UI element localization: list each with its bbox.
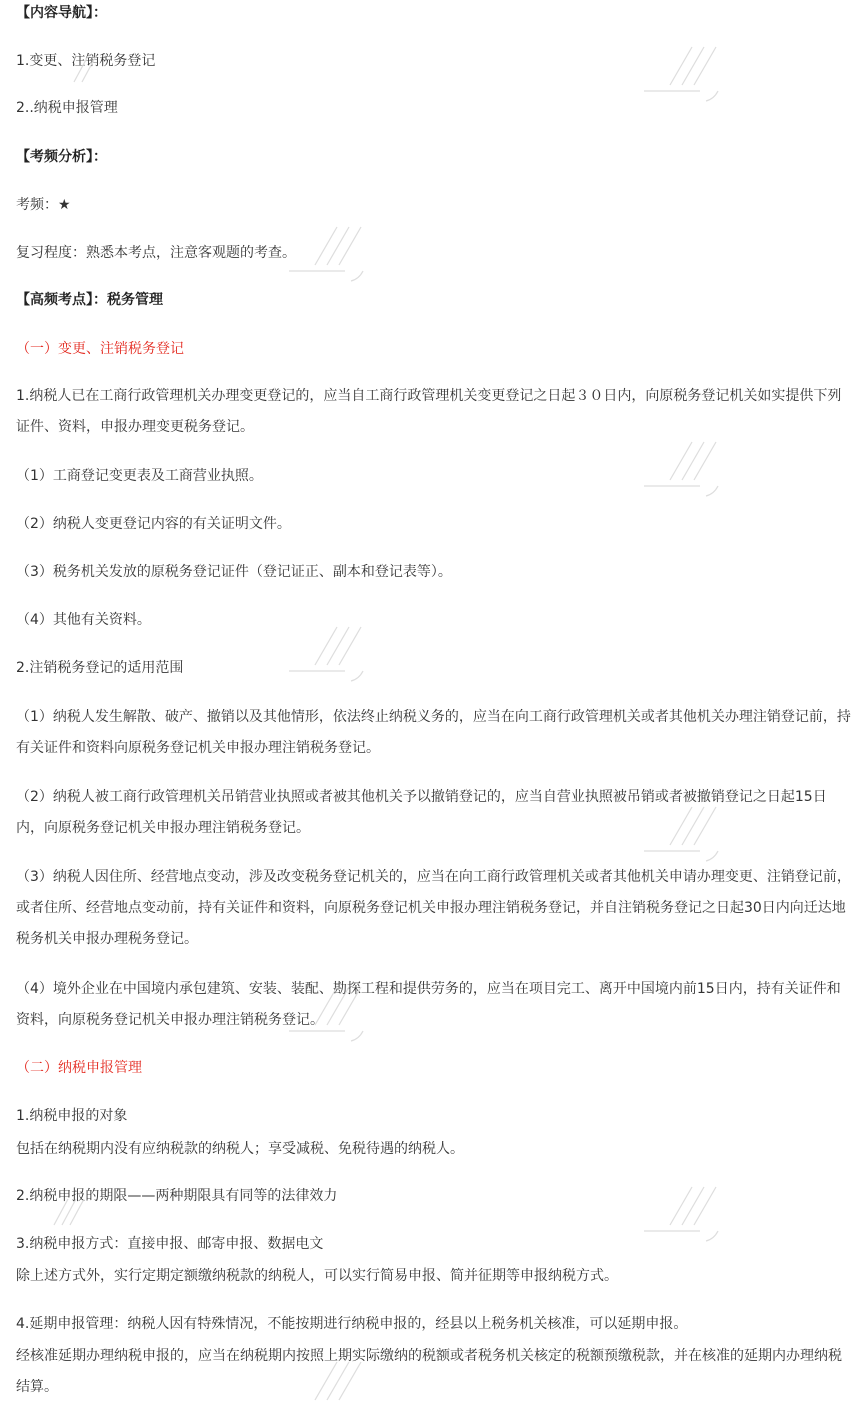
list-item: （4）其他有关资料。 — [16, 612, 151, 628]
slash-watermark-icon — [640, 1185, 730, 1245]
paragraph: 2.注销税务登记的适用范围 — [16, 660, 184, 676]
section-title-2: （二）纳税申报管理 — [16, 1060, 142, 1076]
paragraph: 1.纳税人已在工商行政管理机关办理变更登记的，应当自工商行政管理机关变更登记之日起３０日内，向原税务登记机关如实提供下列证件、资料，申报办理变更税务登记。 — [16, 388, 842, 435]
list-item: （3）税务机关发放的原税务登记证件（登记证正、副本和登记表等）。 — [16, 564, 452, 580]
section-title-1: （一）变更、注销税务登记 — [16, 341, 184, 357]
slash-watermark-icon — [640, 440, 730, 500]
paragraph: 包括在纳税期内没有应纳税款的纳税人；享受减税、免税待遇的纳税人。 — [16, 1141, 464, 1157]
slash-watermark-icon — [285, 625, 375, 685]
paragraph: 除上述方式外，实行定期定额缴纳税款的纳税人，可以实行简易申报、简并征期等申报纳税方式。 — [16, 1268, 618, 1284]
list-item: （1）纳税人发生解散、破产、撤销以及其他情形，依法终止纳税义务的，应当在向工商行政管理机关或者其他机关办理注销登记前，持有关证件和资料向原税务登记机关申报办理注销税务登记。 — [16, 709, 851, 756]
list-item: （2）纳税人被工商行政管理机关吊销营业执照或者被其他机关予以撤销登记的，应当自营业执照被吊销或者被撤销登记之日起15日内，向原税务登记机关申报办理注销税务登记。 — [16, 789, 827, 836]
list-item: （1）工商登记变更表及工商营业执照。 — [16, 468, 263, 484]
freq-level: 考频：★ — [16, 197, 71, 213]
slash-watermark-icon — [640, 45, 730, 105]
topic-heading: 【高频考点】：税务管理 — [16, 292, 163, 308]
list-item: （2）纳税人变更登记内容的有关证明文件。 — [16, 516, 291, 532]
list-item: （3）纳税人因住所、经营地点变动，涉及改变税务登记机关的，应当在向工商行政管理机关或者其他机关申请办理变更、注销登记前，或者住所、经营地点变动前，持有关证件和资料，向原税务登记机关申报办理注销税务登记，并自注销税务登记之日起30日内向迁达地税务机关申报办理税务登记。 — [16, 869, 851, 947]
paragraph: 4.延期申报管理：纳税人因有特殊情况，不能按期进行纳税申报的，经县以上税务机关核准，可以延期申报。 — [16, 1316, 688, 1332]
list-item: （4）境外企业在中国境内承包建筑、安装、装配、勘探工程和提供劳务的，应当在项目完工、离开中国境内前15日内，持有关证件和资料，向原税务登记机关申报办理注销税务登记。 — [16, 981, 841, 1028]
freq-review: 复习程度：熟悉本考点，注意客观题的考查。 — [16, 245, 296, 261]
freq-heading: 【考频分析】： — [16, 149, 107, 165]
paragraph: 2.纳税申报的期限——两种期限具有同等的法律效力 — [16, 1188, 338, 1204]
paragraph: 3.纳税申报方式：直接申报、邮寄申报、数据电文 — [16, 1236, 324, 1252]
nav-item-1: 1.变更、注销税务登记 — [16, 53, 156, 69]
slash-watermark-icon — [285, 225, 375, 285]
paragraph: 经核准延期办理纳税申报的，应当在纳税期内按照上期实际缴纳的税额或者税务机关核定的税额预缴税款，并在核准的延期内办理纳税结算。 — [16, 1348, 842, 1395]
paragraph: 1.纳税申报的对象 — [16, 1108, 128, 1124]
nav-item-2: 2..纳税申报管理 — [16, 100, 118, 116]
nav-heading: 【内容导航】： — [16, 5, 107, 21]
